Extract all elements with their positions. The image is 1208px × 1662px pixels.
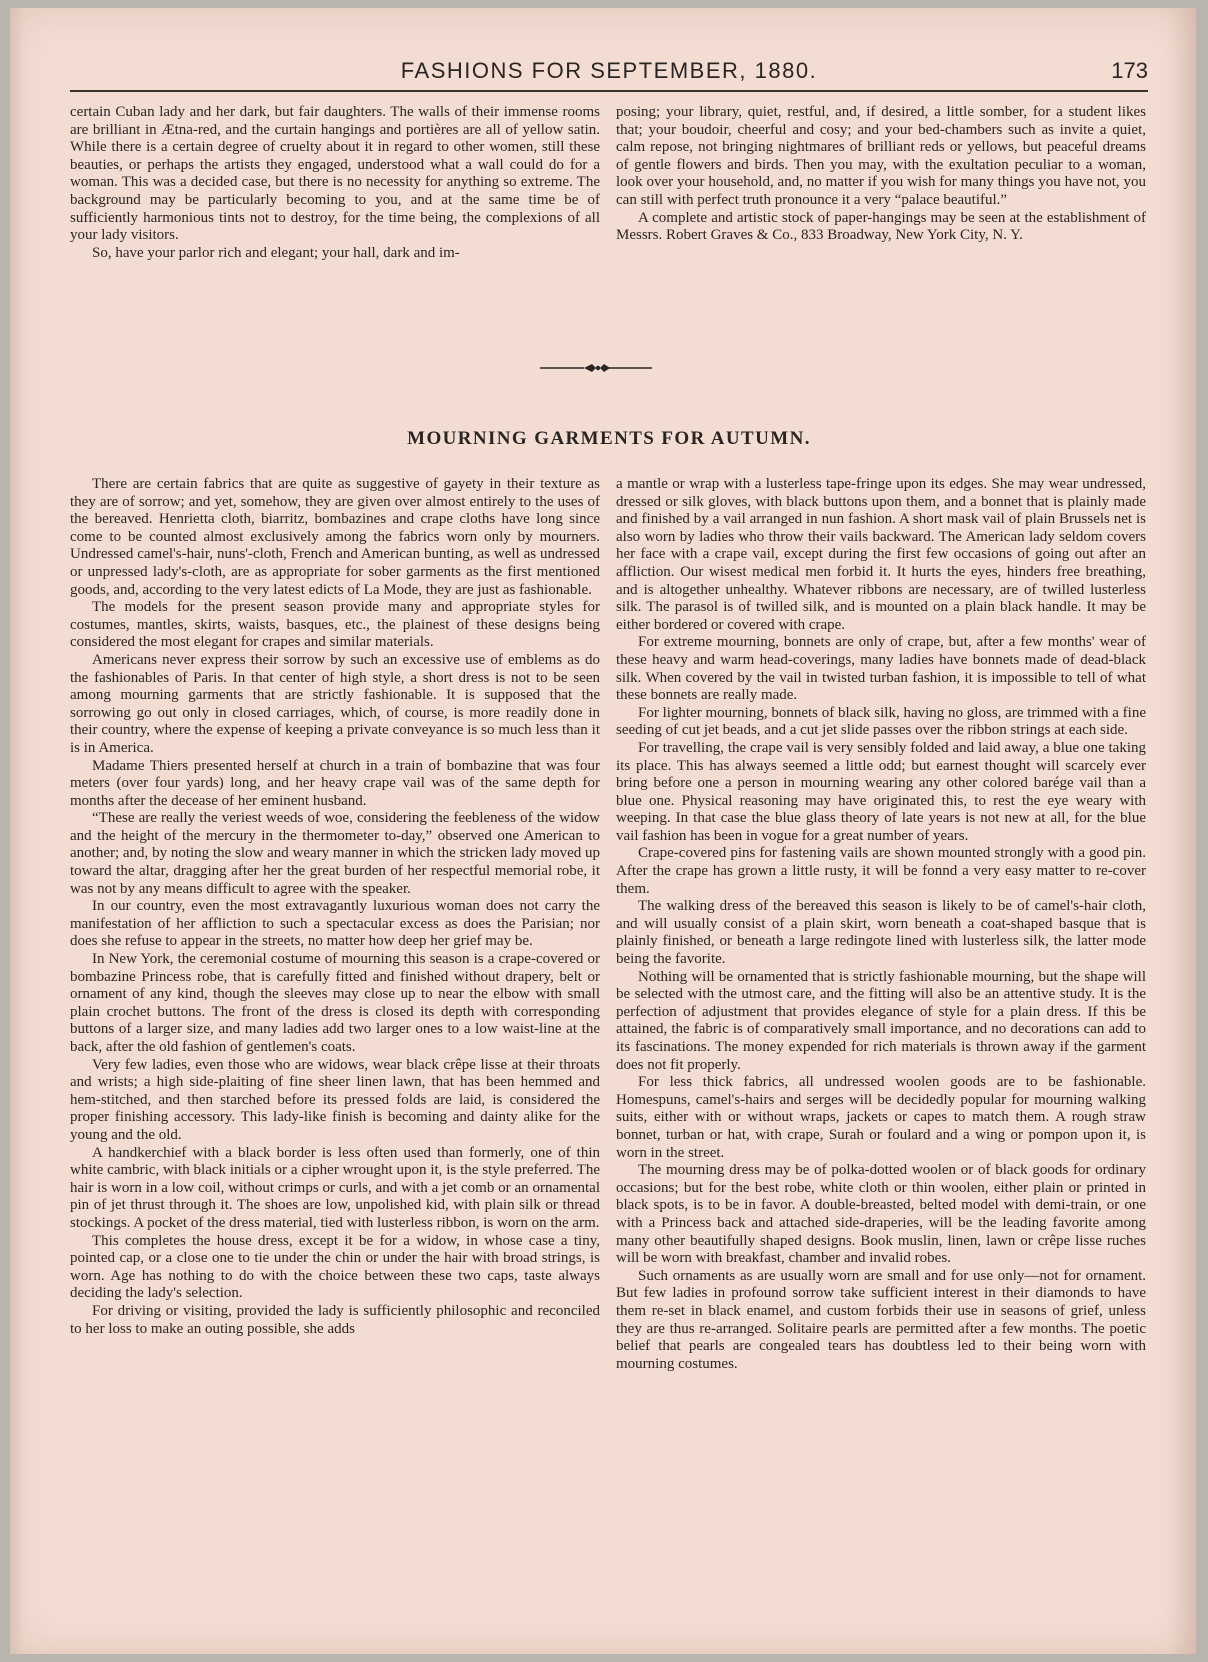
article-title: MOURNING GARMENTS FOR AUTUMN. bbox=[407, 428, 811, 449]
paragraph: Crape-covered pins for fastening vails are shown mounted strongly with a good pin. After the crape has grown a little rusty, it will be fonnd a very easy matter to re-cover them. bbox=[616, 845, 1146, 897]
paragraph: Nothing will be ornamented that is strictly fashionable mourning, but the shape will be selected with the utmost care, and the fitting will also be an attentive study. It is the perfection of adjustment that provides elegance of style for a plain dress. If this be attained, the fabric is of comparatively small importance, and no decorations can add to its fascinations. The money expended for rich materials is thrown away if the garment does not fit properly. bbox=[616, 968, 1146, 1073]
paragraph: There are certain fabrics that are quite as suggestive of gayety in their texture as they are of sorrow; and yet, somehow, they are given over almost entirely to the uses of the bereaved. Henrietta cloth, biarritz, bombazines and crape cloths have long since come to be counted almost exclusively among the fabrics worn only by mourners. Undressed camel's-hair, nuns'-cloth, French and American bunting, as well as undressed or unpressed lady's-cloth, are as appropriate for sober garments as the first mentioned goods, and, according to the very latest edicts of La Mode, they are just as fashionable. bbox=[70, 476, 600, 598]
paragraph: The walking dress of the bereaved this season is likely to be of camel's-hair cloth, and will usually consist of a plain skirt, worn beneath a coat-shaped basque that is plainly finished, or beneath a large redingote lined with lusterless silk, the latter mode being the favorite. bbox=[616, 898, 1146, 968]
paragraph: The models for the present season provide many and appropriate styles for costumes, mantles, skirts, waists, basques, etc., the plainest of these designs being considered the most elegant for crapes and similar materials. bbox=[70, 599, 600, 651]
section-divider-ornament bbox=[540, 362, 652, 374]
top-article-right-column bbox=[616, 104, 1146, 245]
page-binding-shadow bbox=[10, 8, 24, 1654]
paragraph: In our country, even the most extravagantly luxurious woman does not carry the manifestation of her affliction to such a spectacular excess as does the Parisian; nor does she refuse to appear in the streets, no matter how deep her grief may be. bbox=[70, 898, 600, 950]
paragraph: certain Cuban lady and her dark, but fair daughters. The walls of their immense rooms are brilliant in Ætna-red, and the curtain hangings and portières are all of yellow satin. While there is a certain degree of cruelty about it in regard to other women, still these beauties, or perhaps the artists they engaged, understood what a wall could do for a woman. This was a decided case, but there is no necessity for anything so extreme. The background may be particularly becoming to you, and at the same time be of sufficiently harmonious tints not to destroy, for the time being, the complexions of all your lady visitors. bbox=[70, 104, 600, 244]
top-article-left-column bbox=[70, 104, 600, 262]
page-header bbox=[70, 52, 1148, 92]
page-number: 173 bbox=[1111, 58, 1148, 83]
main-article-right-column bbox=[616, 476, 1146, 1373]
magazine-page bbox=[10, 8, 1196, 1654]
paragraph: For travelling, the crape vail is very sensibly folded and laid away, a blue one taking its place. This has always seemed a little odd; but earnest thought will scarcely ever bring before one a person in mourning wearing any other colored barége vail than a blue one. Physical reasoning may have originated this, to rest the eye weary with weeping. In that case the blue glass theory of late years is not new at all, for the blue vail fashion has been in vogue for a great number of years. bbox=[616, 739, 1146, 844]
paragraph: The mourning dress may be of polka-dotted woolen or of black goods for ordinary occasions; but for the best robe, white cloth or thin woolen, either plain or printed in black spots, is to be in favor. A double-breasted, belted model with demi-train, or one with a Princess back and attached side-draperies, will be the leading favorite among many other beautifully shaped designs. Book muslin, linen, lawn or crêpe lisse ruches will be worn with breakfast, chamber and invalid robes. bbox=[616, 1162, 1146, 1267]
paragraph: Very few ladies, even those who are widows, wear black crêpe lisse at their throats and wrists; a high side-plaiting of fine sheer linen lawn, that has been hemmed and hem-stitched, and then starched before its pressed folds are laid, is considered the proper finishing accessory. This lady-like finish is becoming and dainty alike for the young and the old. bbox=[70, 1056, 600, 1143]
running-title: FASHIONS FOR SEPTEMBER, 1880. bbox=[400, 58, 818, 83]
paragraph: A handkerchief with a black border is less often used than formerly, one of thin white cambric, with black initials or a cipher wrought upon it, is the style preferred. The hair is worn in a low coil, without crimps or curls, and with a jet comb or an ornamental pin of jet thrust through it. The shoes are low, unpolished kid, with plain silk or thread stockings. A pocket of the dress material, tied with lusterless ribbon, is worn on the arm. bbox=[70, 1144, 600, 1231]
paragraph: For extreme mourning, bonnets are only of crape, but, after a few months' wear of these heavy and warm head-coverings, many ladies have bonnets made of dead-black silk. When covered by the vail in twisted turban fashion, it is impossible to tell of what these bonnets are really made. bbox=[616, 634, 1146, 704]
paragraph: a mantle or wrap with a lusterless tape-fringe upon its edges. She may wear undressed, dressed or silk gloves, with black buttons upon them, and a bonnet that is plainly made and finished by a vail arranged in nun fashion. A short mask vail of plain Brussels net is also worn by ladies who throw their vails backward. The American lady seldom covers her face with a crape vail, except during the first few occasions of going out after an affliction. Our wisest medical men forbid it. It hurts the eyes, hinders free breathing, and is altogether unhealthy. Whatever ribbons are necessary, are of twilled lusterless silk. The parasol is of twilled silk, and is mounted on a plain black handle. It may be either bordered or covered with crape. bbox=[616, 476, 1146, 633]
page-edge-shadow bbox=[1166, 8, 1196, 1654]
paragraph: Madame Thiers presented herself at church in a train of bombazine that was four meters (over four yards) long, and her heavy crape vail was of the same depth for months after the decease of her eminent husband. bbox=[70, 757, 600, 809]
main-article-left-column bbox=[70, 476, 600, 1338]
paragraph: Americans never express their sorrow by such an excessive use of emblems as do the fashionables of Paris. In that center of high style, a short dress is not to be seen among mourning garments that are strictly fashionable. It is supposed that the sorrowing go out only in closed carriages, which, of course, is more readily done in their country, where the expense of keeping a private conveyance is so much less than it is in America. bbox=[70, 651, 600, 756]
paragraph: For driving or visiting, provided the lady is sufficiently philosophic and reconciled to her loss to make an outing possible, she adds bbox=[70, 1302, 600, 1337]
paragraph: So, have your parlor rich and elegant; your hall, dark and im- bbox=[92, 244, 460, 261]
paragraph: For less thick fabrics, all undressed woolen goods are to be fashionable. Homespuns, camel's-hairs and serges will be decidedly popular for mourning walking suits, either with or without wraps, jackets or capes to match them. A rough straw bonnet, turban or hat, with crape, Surah or foulard and a wing or pompon upon it, is worn in the street. bbox=[616, 1074, 1146, 1161]
paragraph: For lighter mourning, bonnets of black silk, having no gloss, are trimmed with a fine seeding of cut jet beads, and a cut jet slide passes over the ribbon strings at each side. bbox=[616, 704, 1146, 739]
paragraph: “These are really the veriest weeds of woe, considering the feebleness of the widow and the height of the mercury in the thermometer to-day,” observed one American to another; and, by noting the slow and weary manner in which the stricken lady moved up toward the altar, dragging after her the great burden of her respectful memorial robe, it was not by any means difficult to agree with the speaker. bbox=[70, 810, 600, 897]
paragraph: posing; your library, quiet, restful, and, if desired, a little somber, for a student likes that; your boudoir, cheerful and cosy; and your bed-chambers such as invite a quiet, calm repose, not bringing nightmares of brilliant reds or yellows, but peaceful dreams of gentle flowers and birds. Then you may, with the exultation peculiar to a woman, look over your household, and, no matter if you wish for many things you have not, you can still with perfect truth pronounce it a very “palace beautiful.” bbox=[616, 104, 1146, 208]
paragraph: In New York, the ceremonial costume of mourning this season is a crape-covered or bombazine Princess robe, that is carefully fitted and finished without drapery, belt or ornament of any kind, though the sleeves may close up to near the elbow with small plain crochet buttons. The front of the dress is closed its depth with corresponding buttons of a larger size, and many ladies add two larger ones to a low waist-line at the back, after the old fashion of gentlemen's coats. bbox=[70, 951, 600, 1055]
paragraph: This completes the house dress, except it be for a widow, in whose case a tiny, pointed cap, or a close one to tie under the chin or under the hair with broad strings, is worn. Age has nothing to do with the choice between these two caps, taste always deciding the lady's selection. bbox=[70, 1232, 600, 1302]
paragraph: Such ornaments as are usually worn are small and for use only—not for ornament. But few ladies in profound sorrow take sufficient interest in their diamonds to have them re-set in black enamel, and custom forbids their use in seasons of grief, unless they are thus re-arranged. Solitaire pearls are permitted after a few months. The poetic belief that pearls are congealed tears has doubtless led to their being worn with mourning costumes. bbox=[616, 1267, 1146, 1372]
paragraph: A complete and artistic stock of paper-hangings may be seen at the establishment of Messrs. Robert Graves & Co., 833 Broadway, New York City, N. Y. bbox=[616, 209, 1146, 244]
